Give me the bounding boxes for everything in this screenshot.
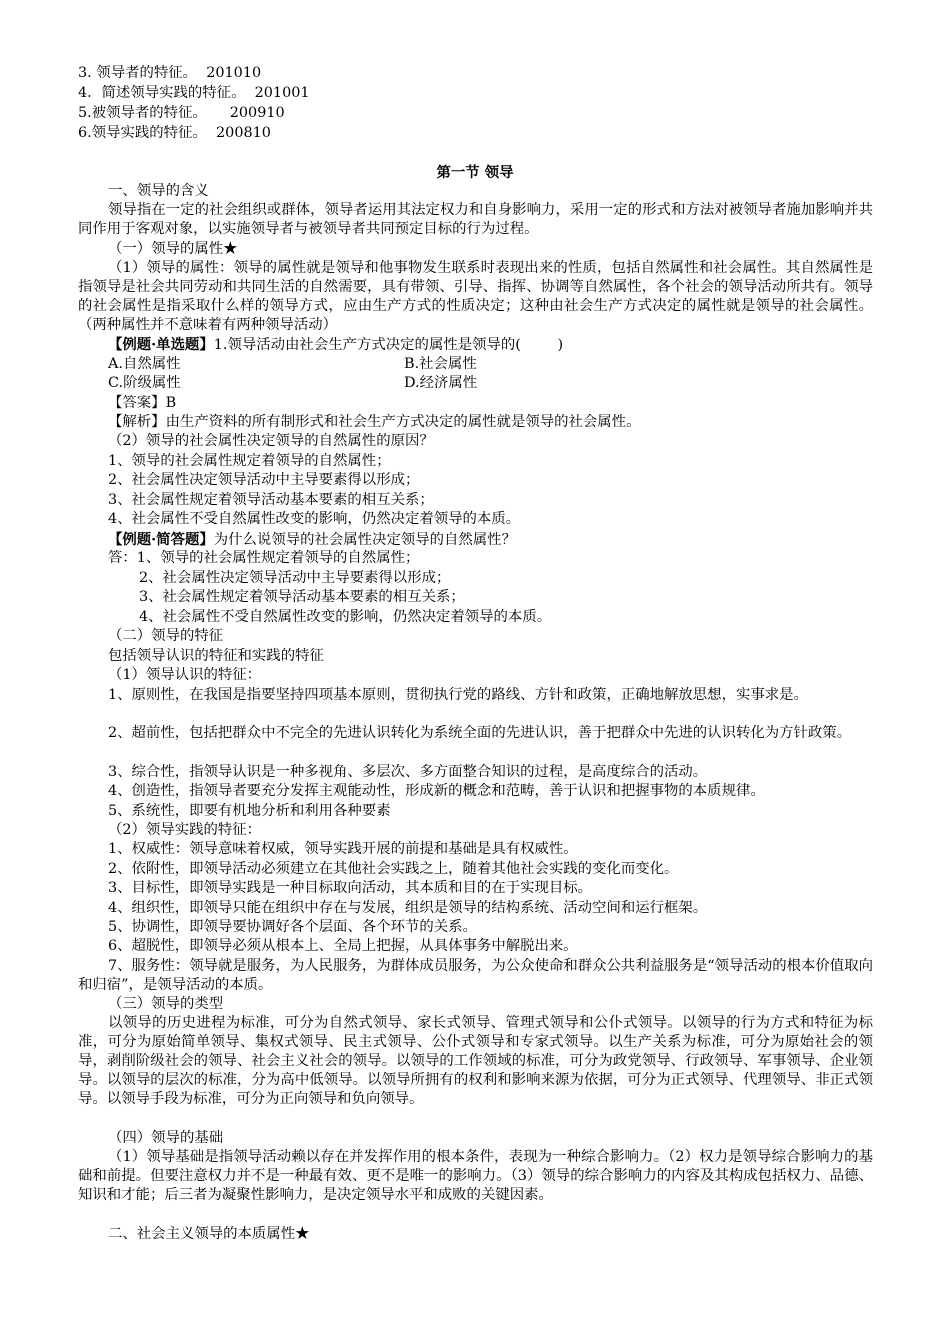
heading-basis: （四）领导的基础 — [108, 1130, 224, 1146]
cognition-item: 5、系统性，即要有机地分析和利用各种要素 — [108, 803, 391, 819]
definition-paragraph: 领导指在一定的社会组织或群体，领导者运用其法定权力和自身影响力，采用一定的形式和方法对被领导者施加影响并共同作用于客观对象，以实施领导者与被领导者共同预定目标的行为过程。 — [78, 202, 873, 238]
section-title: 第一节 领导 — [436, 164, 514, 181]
reason-item: 3、社会属性规定着领导活动基本要素的相互关系； — [108, 492, 434, 508]
heading-essence: 二、社会主义领导的本质属性★ — [108, 1226, 310, 1242]
short-answer-item: 答：1、领导的社会属性规定着领导的自然属性； — [108, 550, 420, 566]
cognition-item: 3、综合性，指领导认识是一种多视角、多层次、多方面整合知识的过程，是高度综合的活动。 — [108, 764, 708, 780]
short-answer-item: 2、社会属性决定领导活动中主导要素得以形成； — [139, 570, 451, 586]
example-tag: 【例题·简答题】 — [108, 531, 214, 548]
short-answer-item: 3、社会属性规定着领导活动基本要素的相互关系； — [139, 589, 465, 605]
short-answer-item: 4、社会属性不受自然属性改变的影响，仍然决定着领导的本质。 — [139, 609, 552, 625]
attributes-paragraph: （1）领导的属性：领导的属性就是领导和他事物发生联系时表现出来的性质，包括自然属性和社会属性。其自然属性是指领导是社会共同劳动和共同生活的自然需要，具有带领、引导、指挥、协调等自然属性，各个社会的领导活动所共有。领导的社会属性是指采取什么样的领导方式，应由生产方式的性质决定；这种由社会生产方式决定的属性就是领导的社会属性。（两种属性并不意味着有两种领导活动） — [78, 260, 873, 334]
practice-item: 3、目标性，即领导实践是一种目标取向活动，其本质和目的在于实现目标。 — [108, 880, 593, 896]
practice-item: 1、权威性：领导意味着权威，领导实践开展的前提和基础是具有权威性。 — [108, 841, 578, 857]
cognition-item: 1、原则性，在我国是指要坚持四项基本原则，贯彻执行党的路线、方针和政策，正确地解放思想，实事求是。 — [108, 687, 808, 703]
option-c: C.阶级属性 — [108, 375, 181, 391]
practice-item: 7、服务性：领导就是服务，为人民服务，为群体成员服务，为公众使命和群众公共利益服务是“领导活动的根本价值取向和归宿”，是领导活动的本质。 — [78, 958, 873, 994]
cognition-item: 4、创造性，指领导者要充分发挥主观能动性，形成新的概念和范畴，善于认识和把握事物的本质规律。 — [108, 783, 765, 799]
reasons-heading: （2）领导的社会属性决定领导的自然属性的原因？ — [108, 433, 434, 449]
example-question: 为什么说领导的社会属性决定领导的自然属性？ — [213, 532, 516, 548]
reason-item: 4、社会属性不受自然属性改变的影响，仍然决定着领导的本质。 — [108, 511, 521, 527]
features-intro: 包括领导认识的特征和实践的特征 — [108, 648, 324, 664]
practice-item: 2、依附性，即领导活动必须建立在其他社会实践之上，随着其他社会实践的变化而变化。 — [108, 861, 679, 877]
example-question: 1.领导活动由社会生产方式决定的属性是领导的( ) — [213, 337, 564, 353]
practice-item: 4、组织性，即领导只能在组织中存在与发展，组织是领导的结构系统、活动空间和运行框架。 — [108, 900, 708, 916]
option-a: A.自然属性 — [108, 356, 181, 372]
reason-item: 1、领导的社会属性规定着领导的自然属性； — [108, 453, 391, 469]
practice-item: 5、协调性，即领导要协调好各个层面、各个环节的关系。 — [108, 919, 477, 935]
types-paragraph: 以领导的历史进程为标准，可分为自然式领导、家长式领导、管理式领导和公仆式领导。以领导的行为方式和特征为标准，可分为原始简单领导、集权式领导、民主式领导、公仆式领导和专家式领导。以生产关系为标准，可分为原始社会的领导，剥削阶级社会的领导、社会主义社会的领导。以领导的工作领域的标准，可分为政党领导、行政领导、军事领导、企业领导。以领导的层次的标准，分为高中低领导。以领导所拥有的权利和影响来源为依据，可分为正式领导、代理领导、非正式领导。以领导手段为标准，可分为正向领导和负向领导。 — [78, 1015, 873, 1108]
practice-item: 6、超脱性，即领导必须从根本上、全局上把握，从具体事务中解脱出来。 — [108, 938, 578, 954]
example-short-answer — [108, 530, 516, 550]
option-b: B.社会属性 — [404, 356, 477, 372]
option-d: D.经济属性 — [404, 375, 478, 391]
answer: 【答案】B — [108, 395, 177, 411]
cognition-heading: （1）领导认识的特征： — [108, 667, 262, 683]
history-item: 5.被领导者的特征。 200910 — [78, 105, 285, 121]
cognition-item: 2、超前性，包括把群众中不完全的先进认识转化为系统全面的先进认识，善于把群众中先进的认识转化为方针政策。 — [108, 725, 852, 741]
heading-types: （三）领导的类型 — [108, 996, 224, 1012]
example-single-choice — [108, 335, 563, 355]
example-tag: 【例题·单选题】 — [108, 336, 214, 353]
heading-attributes: （一）领导的属性★ — [108, 241, 238, 257]
heading-meaning: 一、领导的含义 — [108, 183, 209, 199]
heading-features: （二）领导的特征 — [108, 628, 224, 644]
practice-heading: （2）领导实践的特征： — [108, 822, 262, 838]
history-item: 6.领导实践的特征。 200810 — [78, 125, 271, 141]
basis-paragraph: （1）领导基础是指领导活动赖以存在并发挥作用的根本条件，表现为一种综合影响力。（2）权力是领导综合影响力的基础和前提。但要注意权力并不是一种最有效、更不是唯一的影响力。（3）领导的综合影响力的内容及其构成包括权力、品德、知识和才能；后三者为凝聚性影响力，是决定领导水平和成败的关键因素。 — [78, 1149, 873, 1204]
history-item: 3. 领导者的特征。 201010 — [78, 65, 262, 81]
history-item: 4．简述领导实践的特征。 201001 — [78, 85, 310, 101]
analysis: 【解析】由生产资料的所有制形式和社会生产方式决定的属性就是领导的社会属性。 — [108, 414, 641, 430]
reason-item: 2、社会属性决定领导活动中主导要素得以形成； — [108, 472, 420, 488]
